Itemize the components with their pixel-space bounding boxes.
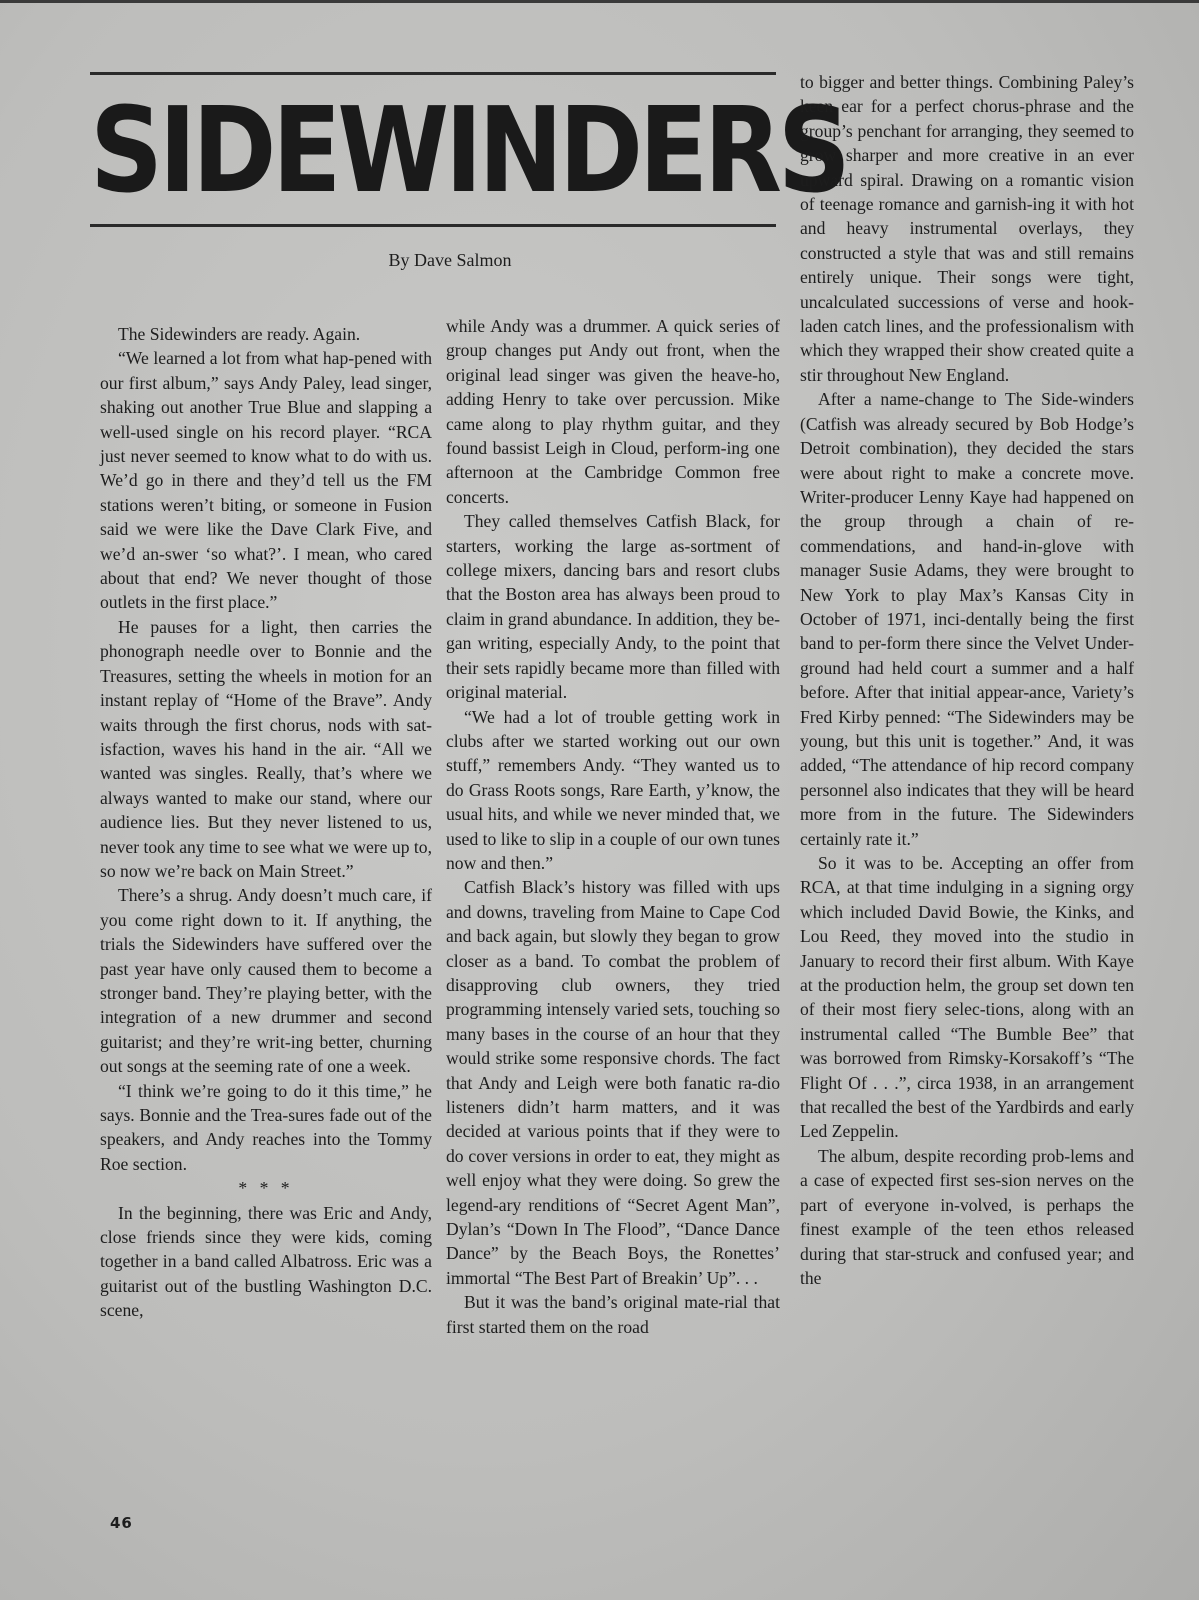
section-separator: * * * (238, 1178, 294, 1199)
paragraph: But it was the band’s original mate-rial that first started them on the road (446, 1292, 780, 1337)
paragraph: They called themselves Catfish Black, for starters, working the large as-sortment of college mixers, dancing bars and resort clubs that the Boston area has always been proud to claim in grand abundance. In addition, they be-gan writing, especially Andy, to the point that their sets rapidly became more than filled with original material. (446, 511, 780, 703)
paragraph: After a name-change to The Side-winders (Catfish was already secured by Bob Hodge’s Detroit combination), they decided the stars were about right to make a concrete move. Writer-producer Lenny Kaye had happened on the group through a chain of re-commendations, and hand-in-glove with manager Susie Adams, they were brought to New York to play Max’s Kansas City in October of 1971, inci-dentally being the first band to per-form there since the Velvet Under-ground had held court a summer and a half before. After that initial appear-ance, Variety’s Fred Kirby penned: “The Sidewinders may be young, but this unit is together.” And, it was added, “The attendance of hip record company personnel also indicates that they will be heard more from in the future. The Sidewinders certainly rate it.” (800, 389, 1134, 849)
paragraph: So it was to be. Accepting an offer from RCA, at that time indulging in a signing orgy which included David Bowie, the Kinks, and Lou Reed, they moved into the studio in January to record their first album. With Kaye at the production helm, the group set down ten of their most fiery selec-tions, along with an instrumental called “The Bumble Bee” that was borrowed from Rimsky-Korsakoff’s “The Flight Of . . .”, circa 1938, in an arrangement that recalled the best of the Yardbirds and early Led Zeppelin. (800, 853, 1134, 1142)
article-title: SIDEWINDERS (90, 81, 847, 219)
paragraph: while Andy was a drummer. A quick series of group changes put Andy out front, when the original lead singer was given the heave-ho, adding Henry to take over percussion. Mike came along to play rhythm guitar, and they found bassist Leigh in Cloud, perform-ing one afternoon at the Cambridge Common free concerts. (446, 316, 780, 507)
paragraph: The album, despite recording prob-lems and a case of expected first ses-sion nerves on the part of everyone in-volved, is perhaps the finest example of the teen ethos released during that star-struck and confused year; and the (800, 1145, 1134, 1288)
paragraph: In the beginning, there was Eric and Andy, close friends since they were kids, coming together in a band called Albatross. Eric was a guitarist out of the bustling Washington D.C. scene, (100, 1202, 432, 1321)
page-top-edge (0, 0, 1199, 3)
paragraph: Catfish Black’s history was filled with ups and downs, traveling from Maine to Cape Cod and back again, but slowly they began to grow closer as a band. To combat the problem of disapproving club owners, they tried programming intensely varied sets, touching so many bases in the course of an hour that they would strike some responsive chords. The fact that Andy and Leigh were both fanatic ra-dio listeners didn’t harm matters, and it was decided at various points that if they were to do cover versions in order to eat, they might as well enjoy what they were doing. So grew the legend-ary renditions of “Secret Agent Man”, Dylan’s “Down In The Flood”, “Dance Dance Dance” by the Beach Boys, the Ronettes’ immortal “The Best Part of Breakin’ Up”. . . (446, 877, 780, 1288)
paragraph: “We learned a lot from what hap-pened with our first album,” says Andy Paley, lead singer, shaking out another True Blue and slapping a well-used single on his record player. “RCA just never seemed to know what to do with us. We’d go in there and they’d tell us the FM stations weren’t biting, or someone in Fusion said we were like the Dave Clark Five, and we’d an-swer ‘so what?’. I mean, who cared about that end? We never thought of those outlets in the first place.” (100, 348, 432, 613)
text-column-2 (446, 314, 780, 1339)
paragraph: to bigger and better things. Combining Paley’s keen ear for a perfect chorus-phrase and the group’s penchant for arranging, they seemed to grow sharper and more creative in an ever upward spiral. Drawing on a romantic vision of teenage romance and garnish-ing it with hot and heavy instrumental overlays, they constructed a style that was and still remains entirely unique. Their songs were tight, uncalculated successions of verse and hook-laden catch lines, and the professionalism with which they wrapped their show created quite a stir throughout New England. (800, 72, 1134, 385)
text-column-3 (800, 70, 1134, 1290)
paragraph: “We had a lot of trouble getting work in clubs after we started working out our own stuff,” remembers Andy. “They wanted us to do Grass Roots songs, Rare Earth, y’know, the usual hits, and while we never minded that, we used to like to slip in a couple of our own tunes now and then.” (446, 706, 780, 873)
byline: By Dave Salmon (388, 250, 512, 270)
paragraph: He pauses for a light, then carries the phonograph needle over to Bonnie and the Treasures, setting the wheels in motion for an instant replay of “Home of the Brave”. Andy waits through the first chorus, nods with sat-isfaction, waves his hand in the air. “All we wanted was singles. Really, that’s where we always wanted to make our stand, where our audience lies. But they never listened to us, never took any time to see what we were up to, so now we’re back on Main Street.” (100, 616, 432, 881)
title-rule-top (90, 72, 776, 75)
paragraph: There’s a shrug. Andy doesn’t much care, if you come right down to it. If anything, the trials the Sidewinders have suffered over the past year have only caused them to become a stronger band. They’re playing better, with the integration of a new drummer and second guitarist; and they’re writ-ing better, churning out songs at the seeming rate of one a week. (100, 885, 432, 1077)
page-number: 46 (110, 1514, 133, 1532)
title-rule-bottom (90, 224, 776, 227)
paragraph: “I think we’re going to do it this time,” he says. Bonnie and the Trea-sures fade out of the speakers, and Andy reaches into the Tommy Roe section. (100, 1080, 432, 1174)
paragraph: The Sidewinders are ready. Again. (118, 324, 361, 344)
text-column-1 (100, 322, 432, 1323)
